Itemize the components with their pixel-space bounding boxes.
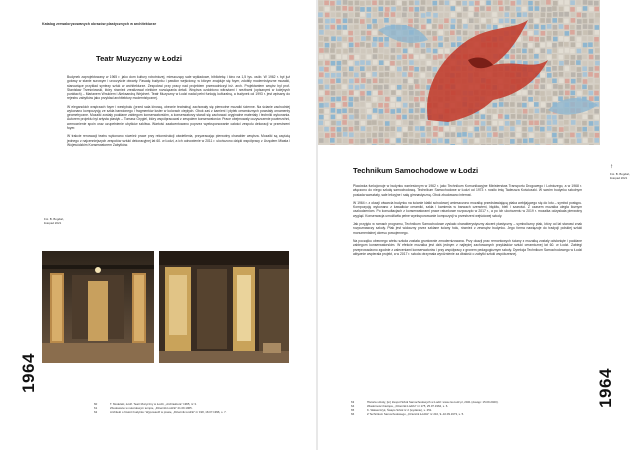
footnote: 65 K. Walaszczyk, Święto Szkół nr 2 (wydanie), s. 251. bbox=[351, 408, 433, 413]
page-title-right: Technikum Samochodowe w Łodzi bbox=[353, 166, 479, 175]
year-label-right: 1964 bbox=[596, 368, 615, 408]
paragraph: Budynek zaprojektowany w 1965 r. jako dom kultury robotniczej, mieszczący sale wykładowe, bibliotekę i kino na 1,5 tys. osób. W 1962 r. był już gotowy w stanie surowym i uroczyście otwarty. Fasadę budynku i pawilon wejściowy, w którym znajduje się foyer, zdobiły modernistyczne mozaiki, stanowiące przykład syntezy sztuk w architekturze. Zespołowi przy pracy nad projektem przewodniczył inż. arch. Projektantem wnętrz był prof. Stanisław Trześniowski, który również zrealizował niektóre rozwiązania detali. Wnętrza ozdobiono witrażami i rzeźbami (opisanymi w kolejnych punktach) – Marianem Wnukiem i Aleksandrą Wejchert. Teatr Muzyczny w Łodzi nadal pełni funkcję kulturalną, a budynek od 1993 r. jest wpisany do rejestru zabytków jako przykład architektury modernistycznej. bbox=[67, 75, 290, 101]
article-body-right bbox=[353, 184, 582, 260]
paragraph: W trakcie renowacji teatru wykonano również prace przy rekonstrukcji oświetlenia, przywracając pierwotny charakter wnętrza. Mozaiki są częścią jednego z najcenniejszych zespołów sztuki dekoracyjnej lat 60. w Łodzi, a ich odnowienie w 2011 r. ukończono dzięki współpracy z Urzędem Miasta i Wojewódzkim Konserwatorem Zabytków. bbox=[67, 134, 290, 147]
footnotes-right bbox=[351, 400, 571, 416]
left-page bbox=[0, 0, 317, 450]
paragraph: W eleganckich wnętrzach foyer i westybulu (przed sala kinową, obecnie teatralną) zachowały się pierwotne mozaiki ścienne. Na ścianie zachodniej wykonano kompozycję ze szkła barwionego i fragmentów luster w kolorach ciepłych. Obok zaś z kamieni i płytek ceramicznych powstały ornamenty geometryczne. Mozaiki zostały poddane zabiegom konserwatorskim, a konserwatorzy starali się zachować oryginalne materiały i techniki wykonania. Autorem projektu był artysta plastyk – Tomasz Grygiel, który współpracował z zespołem konserwatorów. Prace obejmowały oczyszczenie powierzchni, wzmocnienie spoin oraz uzupełnienie ubytków szkliwa. Wartość zaakcentowano poprzez wyeksponowanie całości zespołu dekoracji w przestrzeni foyer. bbox=[67, 104, 290, 130]
year-label-left: 1964 bbox=[19, 353, 38, 393]
footnotes-left bbox=[94, 402, 294, 414]
right-page bbox=[318, 0, 635, 450]
arrow-up-icon: ↑ bbox=[610, 163, 613, 170]
running-head: Katalog zrewaloryzowanych obrazów plastycznych w architekturze bbox=[42, 22, 157, 26]
footnote: 62 Architekt o historii budynku: Wypowiedź w prasie, „Dziennik Łódzki” nr 198, 18.07.1996, s. 7. bbox=[94, 410, 227, 415]
photo-mosaic bbox=[318, 0, 600, 145]
footnote: 63 Historia szkoły, [w:] Zespół Szkół Samochodowych w Łodzi: www.zss.lodz.pl, 2021 (dostęp: 15.09.2020). bbox=[351, 400, 499, 404]
article-body-left bbox=[67, 75, 290, 151]
paragraph: W 1964 r. z okazji otwarcia budynku na ścianie klatki schodowej umieszczono mozaikę przedstawiającą ptaka wzbijającego się do lotu – symbol postępu. Kompozycję wykonano z kawałków ceramiki, szkła i kamienia w barwach czerwieni, błękitu, bieli i szarości. Z czasem mozaika uległa licznym uszkodzeniom. Po konsultacjach z konserwatorami prace ratunkowe rozpoczęto w 2017 r., a po ich ukończeniu w 2019 r. mozaika odzyskała pierwotny wygląd. Konserwacja umożliwiła pełne wyeksponowanie kompozycji w przestrzeni wejściowej szkoły. bbox=[353, 200, 582, 218]
footnote: 66 Z Technikum Samochodowego, „Dziennik Łódzki” nr 210, 9–10.09.1973, s. 5. bbox=[351, 412, 465, 417]
footnote: 64 Wiadomości bieżące, „Dziennik Łódzki” nr 175, 25.07.1964, s. 6. bbox=[351, 404, 449, 409]
photo-credit-right: ↑ Fot. B. Bogdań, listopad 2021 bbox=[610, 160, 635, 181]
page-title-left: Teatr Muzyczny w Łodzi bbox=[96, 54, 182, 63]
photo-foyer-left bbox=[42, 251, 154, 363]
paragraph: Jak przyjęto w ramach programu, Technikum Samochodowe zyskało charakterystyczny akcent plastyczny – symboliczny ptak, który od lat stanowi znak rozpoznawczy szkoły. Ptak jest widoczny przez szklane ściany holu, również z zewnątrz budynku. Jego forma nawiązuje do tradycji polskiej sztuki monumentalnej okresu powojennego. bbox=[353, 222, 582, 235]
photo-hall-right bbox=[159, 251, 289, 363]
footnote: 61 Zbudowano w rekordowym tempie, „Dziennik Łódzki” 21.09.1965. bbox=[94, 406, 193, 411]
footnote: 60 T. Modelski, Łódź. Teatr Muzyczny w Łodzi, „Architektura” 1965, nr 3. bbox=[94, 402, 197, 406]
paragraph: Na początku obecnego wieku szkoła została gruntownie zmodernizowana. Przy okazji prac remontowych ściany z mozaiką zostały odsłonięte i poddane zabiegom konserwatorskim. W efekcie mozaika jest dziś jednym z najlepiej zachowanych przykładów sztuki ceramicznej lat 60. w Łodzi. Zabiegi przeprowadzono zgodnie z zaleceniami konserwatorów i przy współpracy z gronem pedagogicznym szkoły. Dyrekcja Technikum Samochodowego w Łodzi aktywnie wspierała projekt, a w 2017 r. szkoła otrzymała wyróżnienie za dbałość o zabytki sztuki współczesnej. bbox=[353, 239, 582, 256]
paragraph: Placówka funkcjonuje w budynku wzniesionym w 1962 r. jako Technikum Komunikacyjne Ministerstwa Transportu Drogowego i Lotniczego, a w 1968 r. włączono do niego szkołę samochodową. Technikum Samochodowe w Łodzi od 1973 r. nosiło imię Tadeusza Kościuszki. W swoim budynku szkolnym posiada warsztaty, sale lekcyjne i salę gimnastyczną. Obok zbudowano internat. bbox=[353, 184, 582, 197]
photo-credit-left: Fot. B. Bogdań, listopad 2021 bbox=[44, 217, 65, 225]
